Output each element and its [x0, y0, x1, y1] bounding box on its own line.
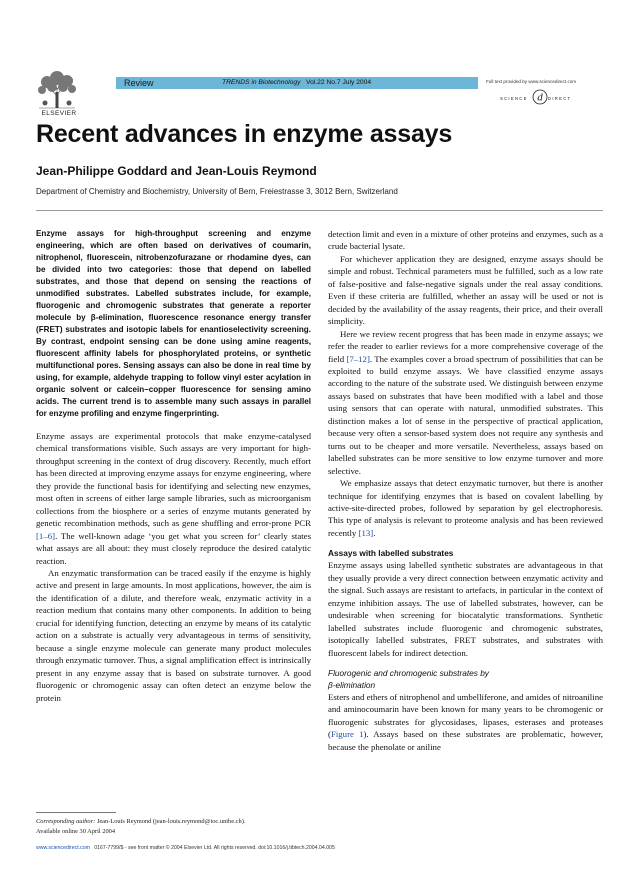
provided-by-link[interactable]: Full text provided by www.sciencedirect.com — [486, 79, 577, 84]
sciencedirect-logo-right: DIRECT — [548, 96, 572, 101]
article-title: Recent advances in enzyme assays — [36, 120, 453, 148]
body-paragraph: detection limit and even in a mixture of other proteins and enzymes, such as a crude bacterial lysate. — [328, 229, 603, 252]
sciencedirect-link[interactable]: www.sciencedirect.com — [36, 845, 90, 851]
journal-citation — [222, 77, 371, 89]
body-paragraph: Here we review recent progress that has been made in enzyme assays; we refer the reader to earlier reviews for a more comprehensive coverage of the field [7–12]. The examples cover a broad spectrum of possibilities that can be exploited to build enzyme assays. We have classified enzyme assays according to the nature of the substrate used. We distinguish between enzyme assays based on substrates that have been modified with a label and those using sensors that can operate with natural, unmodified substrates. This distinction makes a lot of sense in the perspective of practical application, because very often a sensor-based system does not require any synthesis and turns out to be cheaper and more versatile. Nevertheless, assays based on labelled substrates can be more sensitive to low enzyme turnover and more selective. — [328, 328, 603, 476]
journal-volume: Vol.22 No.7 July 2004 — [306, 79, 372, 86]
sciencedirect-logo-left: SCIENCE — [500, 96, 528, 101]
footnote-divider — [36, 812, 116, 813]
citation-link[interactable]: [13] — [358, 527, 374, 538]
left-column — [36, 228, 311, 704]
title-divider — [36, 210, 603, 211]
elsevier-tree-logo-icon — [36, 70, 78, 110]
body-paragraph: Enzyme assays are experimental protocols that make enzyme-catalysed chemical transformations visible. Such assays are very important for high-throughput screening in the context of drug discovery. Recently, much effort has been directed at improving enzyme assays for enzyme engineering, where they provide the functional basis for identifying and selecting new enzymes, most often in screens of either large sample libraries, such as microorganism collections from the biosphere or a series of enzyme mutants generated by genetic recombination methods, such as gene shuffling and error-prone PCR [1–6]. The well-known adage ‘you get what you screen for’ clearly states what assays are all about: they must closely reproduce the desired catalytic reaction. — [36, 431, 311, 566]
section-heading: Assays with labelled substrates — [328, 548, 454, 559]
online-date: Available online 30 April 2004 — [36, 827, 116, 835]
citation-link[interactable]: [7–12] — [346, 353, 370, 364]
right-column — [328, 228, 603, 753]
copyright-doi: 0167-7799/$ - see front matter © 2004 Elsevier Ltd. All rights reserved. doi:10.1016/j.tibtech.2004.04.005 — [94, 845, 335, 851]
article-authors: Jean-Philippe Goddard and Jean-Louis Reymond — [36, 164, 317, 178]
journal-name: TRENDS in Biotechnology — [222, 79, 301, 86]
body-paragraph: For whichever application they are designed, enzyme assays should be simple and robust. Technical parameters must be fulfilled, such as a low rate of false-positive and false-negative signals under the real assay conditions. Even if these criteria are fulfilled, whether an assay will be used or not is decided by the availability of the assay reagents, their price, and their overall simplicity. — [328, 253, 603, 327]
author-affiliation: Department of Chemistry and Biochemistry, University of Bern, Freiestrasse 3, 3012 Bern, Switzerland — [36, 187, 398, 196]
citation-link[interactable]: [1–6] — [36, 530, 56, 541]
publisher-name: ELSEVIER — [41, 110, 77, 117]
article-type-label: Review — [124, 78, 154, 88]
body-paragraph: Esters and ethers of nitrophenol and umbelliferone, and amides of nitroaniline and aminocoumarin have been known for many years to be chromogenic or fluorogenic substrates for glycosidases, lipases, esterases and proteases (Figure 1). Assays based on these substrates are problematic, however, because the phenolate or aniline — [328, 691, 603, 752]
abstract: Enzyme assays for high-throughput screening and enzyme engineering, which are often based on derivatives of coumarin, nitrophenol, fluorescein, nitrobenzofurazane or rhodamine dyes, can be divided into two categories: those that depend on labelled substrates, and those that depend on sensing the reactions of unmodified substrates. Labelled substrates include, for example, fluorogenic and chromogenic substrates that generate a reporter molecule by β-elimination, fluorescence resonance energy transfer (FRET) substrates and isotopic labels for enantioselectivity screening. By contrast, endpoint sensing can be done using amine reagents, fluorescent affinity labels for phosphorylated proteins, or synthetic multifunctional pores. Sensing assays can also be done in real time by using, for example, aldehyde trapping to follow vinyl ester acylation in organic solvent or calcein–copper fluorescence for sensing amino acids. The current trend is to assemble many such assays in parallel for enzyme profiling and enzyme fingerprinting. — [36, 229, 311, 418]
page-footer — [36, 845, 335, 851]
body-paragraph: Enzyme assays using labelled synthetic substrates are advantageous in that they usually provide a very direct connection between enzymatic activity and the signal. Such assays are resistant to artefacts, in particular in the context of enzyme inhibition assays. The use of labelled substrates, however, can be undesirable when screening for biocatalytic transformations. Synthetic labelled substrates include fluorogenic and chromogenic substrates, isotopically labelled substrates, FRET substrates, and substrates with fluorescent labels for indirect detection. — [328, 560, 603, 658]
body-paragraph: We emphasize assays that detect enzymatic turnover, but there is another technique for identifying enzymes that is based on covalent labelling by active-site-directed probes, followed by separation by gel electrophoresis. This type of analysis is relevant to proteome analysis and has been reviewed recently [13]. — [328, 478, 603, 538]
body-paragraph: An enzymatic transformation can be traced easily if the enzyme is highly active and present in large amounts. In most applications, however, the aim is the identification of a dilute, and therefore weak, enzymatic activity in a reaction medium that contains many other components. In addition to being crucial for identifying function, detecting an enzyme by means of its catalytic action on a substrate is actually very advantageous in terms of sensitivity, because a single enzyme molecule can generate many product molecules through enzymatic turnover. Thus, a signal amplification effect is intrinsically present in any enzyme assay that is based on substrate turnover. A good fluorogenic or chromogenic assay can often detect an enzyme below the protein — [36, 567, 311, 703]
svg-text:d: d — [537, 91, 543, 104]
sciencedirect-at-icon — [532, 89, 548, 105]
figure-link[interactable]: Figure 1 — [330, 729, 364, 740]
subsection-heading: Fluorogenic and chromogenic substrates by β-elimination — [328, 667, 489, 690]
corresponding-author-footnote: Corresponding author: Jean-Louis Reymond (jean-louis.reymond@ioc.unibe.ch). Available online 30 April 2004 — [36, 818, 246, 835]
